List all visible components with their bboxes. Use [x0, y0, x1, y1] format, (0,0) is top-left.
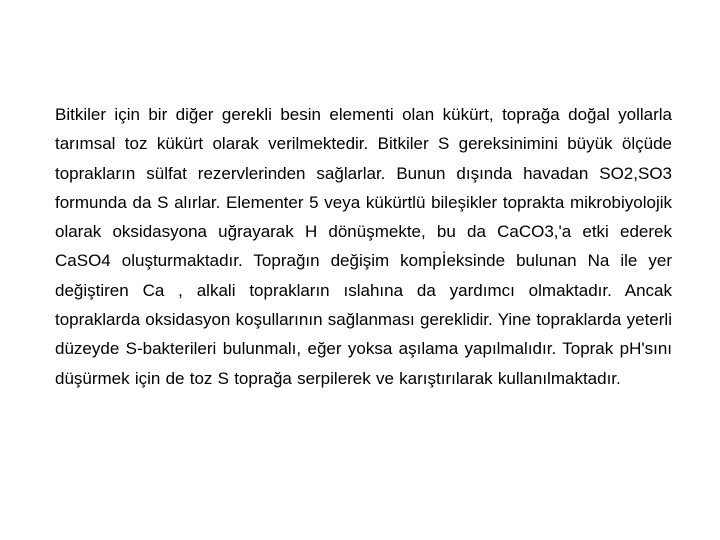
body-paragraph: Bitkiler için bir diğer gerekli besin elementi olan kükürt, toprağa doğal yollarla tarımsal toz kükürt olarak verilmektedir. Bitkiler S gereksinimini büyük ölçüde toprakların sülfat rezervlerinden sağlarlar. Bunun dışında havadan SO2,SO3 formunda da S alırlar. Elementer 5 veya kükürtlü bileşikler toprakta mikrobiyolojik olarak oksidasyona uğrayarak H dönüşmekte, bu da CaCO3,'a etki ederek CaSO4 oluşturmaktadır. Toprağın değişim kompİeksinde bulunan Na ile yer değiştiren Ca , alkali toprakların ıslahına da yardımcı olmaktadır. Ancak topraklarda oksidasyon koşullarının sağlanması gereklidir. Yine topraklarda yeterli düzeyde S-bakterileri bulunmalı, eğer yoksa aşılama yapılmalıdır. Toprak pH'sını düşürmek için de toz S toprağa serpilerek ve karıştırılarak kullanılmaktadır. — [55, 105, 672, 388]
